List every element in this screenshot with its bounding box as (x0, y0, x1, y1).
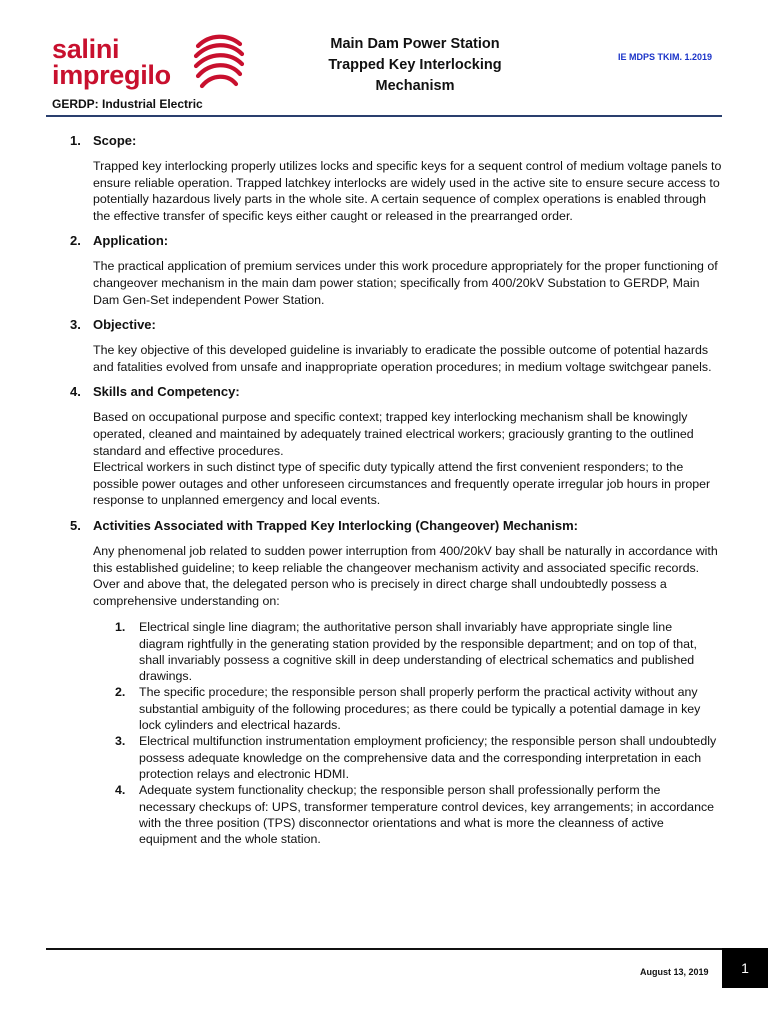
section-scope (0, 132, 768, 224)
section-title: Objective: (93, 317, 156, 333)
section-title: Scope: (93, 133, 137, 148)
header-divider (46, 115, 722, 117)
list-item (115, 684, 719, 733)
list-item-text: Adequate system functionality checkup; the responsible person shall professionally perform the necessary checkups of: UPS, transformer temperature control devices, key arrangements; in accordance with the three position (TPS) disconnector orientations and what is more the cleanness of active equipment and the whole station. (139, 783, 715, 847)
section-paragraph: Electrical workers in such distinct type of specific duty typically attend the first convenient responders; to the possible power outages and other unforeseen circumstances and frequently operate irregular job hours in proper response to unplanned emergency and local events. (93, 460, 711, 508)
section-application (0, 232, 768, 308)
footer-divider (46, 948, 722, 950)
red-sweep-logo-icon (190, 32, 246, 94)
title-line-2: Trapped Key Interlocking (328, 57, 502, 73)
section-heading (70, 316, 730, 334)
list-item-number: 2. (115, 685, 126, 700)
numbered-list (0, 619, 768, 847)
section-title: Skills and Competency: (93, 384, 240, 400)
list-item-number: 3. (115, 734, 126, 749)
section-activities (0, 517, 768, 848)
title-line-1: Main Dam Power Station (330, 36, 500, 52)
section-paragraph: The key objective of this developed guideline is invariably to eradicate the possible outcome of potential hazards and fatalities evolved from unsafe and inappropriate operation procedures; in medium voltage switchgear panels. (93, 343, 712, 374)
list-item-text: Electrical single line diagram; the authoritative person shall invariably have appropriate single line diagram rightfully in the generating station provided by the responsible department; and on top of that, shall invariably possess a cognitive skill in deep understanding of electrical schematics and published drawings. (139, 620, 697, 684)
list-item-number: 1. (115, 620, 126, 635)
organization-label: GERDP: Industrial Electric (52, 97, 203, 111)
footer-date: August 13, 2019 (640, 967, 709, 977)
list-item (115, 782, 719, 847)
section-heading (70, 383, 730, 401)
section-number: 4. (70, 384, 81, 400)
logo-line-1: salini (52, 34, 120, 64)
section-heading (70, 517, 730, 535)
list-item-text: Electrical multifunction instrumentation employment proficiency; the responsible person shall undoubtedly possess adequate knowledge on the comprehensive data and the corresponding interpretation in each protection relays and electronic HDMI. (139, 734, 717, 781)
section-title: Application: (93, 233, 169, 249)
document-title (290, 34, 540, 97)
list-item-number: 4. (115, 783, 126, 798)
page-number: 1 (722, 948, 768, 988)
section-objective (0, 316, 768, 375)
document-body (0, 128, 768, 855)
section-heading (70, 132, 730, 150)
list-item (115, 733, 719, 782)
title-line-3: Mechanism (375, 78, 455, 94)
document-code: IE MDPS TKIM. 1.2019 (618, 52, 713, 62)
section-heading (70, 232, 730, 250)
logo-line-2: impregilo (52, 60, 171, 90)
logo-wordmark (52, 36, 171, 88)
section-title: Activities Associated with Trapped Key Interlocking (Changeover) Mechanism: (93, 517, 578, 533)
section-paragraph: Based on occupational purpose and specific context; trapped key interlocking mechanism shall be knowingly operated, cleaned and maintained by adequately trained electrical workers; graciously granting to the outlined standard and effective procedures. (93, 410, 694, 458)
section-number: 1. (70, 133, 81, 148)
section-paragraph: The practical application of premium services under this work procedure appropriately for the proper functioning of changeover mechanism in the main dam power station; specifically from 400/20kV Substation to GERDP, Main Dam Gen-Set independent Power Station. (93, 259, 718, 307)
section-paragraph: Any phenomenal job related to sudden power interruption from 400/20kV bay shall be naturally in accordance with this established guideline; to keep reliable the changeover mechanism activity and associated specific records. Over and above that, the delegated person who is precisely in direct charge shall undoubtedly possess a comprehensive understanding on: (93, 543, 718, 608)
list-item (115, 619, 719, 684)
section-number: 5. (70, 517, 81, 533)
section-paragraph: Trapped key interlocking properly utilizes locks and specific keys for a sequent control of medium voltage panels to ensure reliable operation. Trapped latchkey interlocks are widely used in the active site to ensure secure access to potentially hazardous lively parts in the whole site. A certain sequence of complex operations is enabled through the effective transfer of specific keys either caught or released in the prearranged order. (93, 159, 722, 223)
section-skills (0, 383, 768, 509)
section-number: 3. (70, 317, 81, 333)
section-number: 2. (70, 233, 81, 249)
list-item-text: The specific procedure; the responsible person shall properly perform the practical activity without any substantial ambiguity of the following procedures; as there could be typically a potential damage in key lock cylinders and electrical hazards. (139, 685, 701, 733)
company-logo (52, 32, 252, 102)
